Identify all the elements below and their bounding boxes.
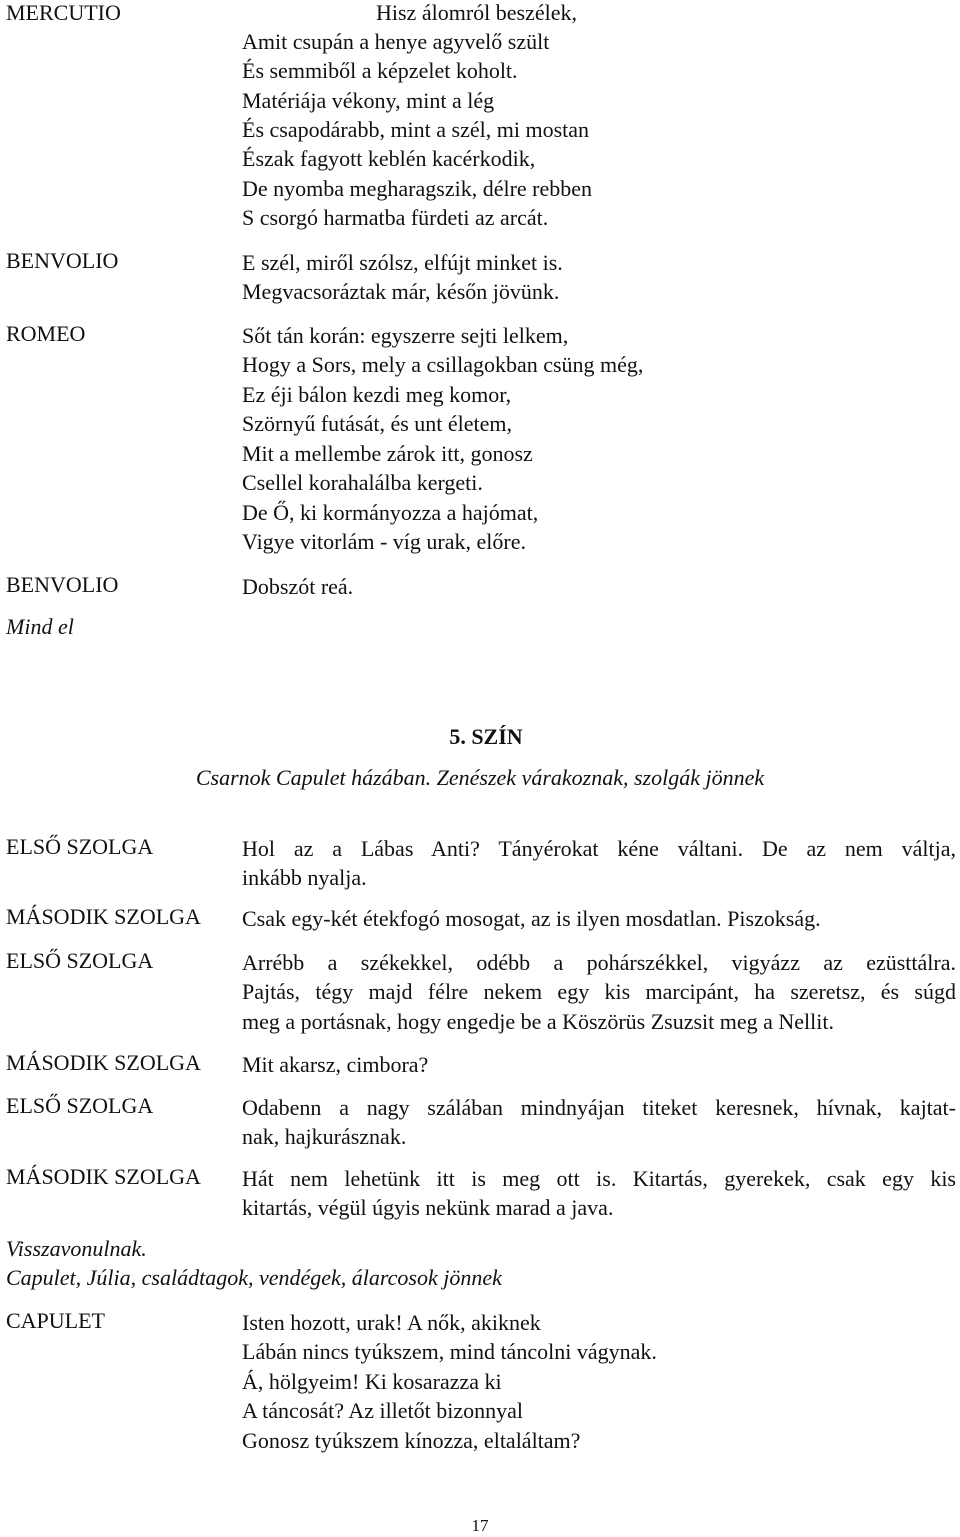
verse-line: E szél, miről szólsz, elfújt minket is.: [242, 250, 563, 275]
verse-line: Matériája vékony, mint a lég: [242, 88, 495, 113]
speaker-name: ROMEO: [6, 321, 86, 346]
verse-line: Ez éji bálon kezdi meg komor,: [242, 382, 512, 407]
verse-line: A táncosát? Az illetőt bizonnyal: [242, 1398, 524, 1423]
verse-line: És semmiből a képzelet koholt.: [242, 58, 518, 83]
speaker-name: ELSŐ SZOLGA: [6, 834, 154, 859]
verse-line: Hisz álomról beszélek,: [376, 0, 577, 25]
verse-line: Sőt tán korán: egyszerre sejti lelkem,: [242, 323, 569, 348]
prose-line: nak, hajkurásznak.: [242, 1124, 407, 1149]
verse-line: De nyomba megharagszik, délre rebben: [242, 176, 593, 201]
page-number: 17: [471, 1516, 489, 1535]
speaker-name: MERCUTIO: [6, 0, 121, 25]
scene-setting: Csarnok Capulet házában. Zenészek várakoznak, szolgák jönnek: [195, 765, 765, 790]
stage-direction: Visszavonulnak.: [6, 1236, 147, 1261]
scene-heading: 5. SZÍN: [449, 724, 523, 749]
prose-line: inkább nyalja.: [242, 865, 367, 890]
prose-line: Hát nem lehetünk itt is meg ott is. Kitartás, gyerekek, csak egy kis: [242, 1166, 956, 1191]
speaker-name: ELSŐ SZOLGA: [6, 948, 154, 973]
stage-direction: Mind el: [6, 614, 74, 639]
speaker-name: MÁSODIK SZOLGA: [6, 1050, 201, 1075]
verse-line: Á, hölgyeim! Ki kosarazza ki: [242, 1369, 502, 1394]
prose-line: Hol az a Lábas Anti? Tányérokat kéne váltani. De az nem váltja,: [242, 836, 956, 861]
prose-line: Mit akarsz, cimbora?: [242, 1052, 429, 1077]
verse-line: Gonosz tyúkszem kínozza, eltaláltam?: [242, 1428, 581, 1453]
prose-line: Pajtás, tégy majd félre nekem egy kis marcipánt, ha szeretsz, és súgd: [242, 979, 956, 1004]
verse-line: Észak fagyott keblén kacérkodik,: [242, 146, 536, 171]
verse-line: De Ő, ki kormányozza a hajómat,: [242, 500, 539, 525]
speaker-name: MÁSODIK SZOLGA: [6, 904, 201, 929]
prose-line: Arrébb a székekkel, odébb a pohárszékkel, vigyázz az ezüsttálra.: [242, 950, 956, 975]
prose-line: Csak egy-két étekfogó mosogat, az is ilyen mosdatlan. Piszokság.: [242, 906, 821, 931]
verse-line: Mit a mellembe zárok itt, gonosz: [242, 441, 533, 466]
verse-line: Amit csupán a henye agyvelő szült: [242, 29, 550, 54]
verse-line: Vigye vitorlám - víg urak, előre.: [242, 529, 526, 554]
prose-line: Odabenn a nagy szálában mindnyájan titeket keresnek, hívnak, kajtat-: [242, 1095, 956, 1120]
speaker-name: MÁSODIK SZOLGA: [6, 1164, 201, 1189]
verse-line: És csapodárabb, mint a szél, mi mostan: [242, 117, 590, 142]
verse-line: Lábán nincs tyúkszem, mind táncolni vágynak.: [242, 1339, 657, 1364]
verse-line: Hogy a Sors, mely a csillagokban csüng még,: [242, 352, 644, 377]
prose-line: meg a portásnak, hogy engedje be a Köszörüs Zsuzsit meg a Nellit.: [242, 1009, 835, 1034]
speaker-name: BENVOLIO: [6, 248, 119, 273]
verse-line: Isten hozott, urak! A nők, akiknek: [242, 1310, 541, 1335]
speaker-name: BENVOLIO: [6, 572, 119, 597]
stage-direction: Capulet, Júlia, családtagok, vendégek, álarcosok jönnek: [6, 1265, 502, 1290]
verse-line: Megvacsoráztak már, későn jövünk.: [242, 279, 560, 304]
prose-line: kitartás, végül úgyis nekünk marad a java.: [242, 1195, 614, 1220]
verse-line: Szörnyű futását, és unt életem,: [242, 411, 513, 436]
verse-line: Csellel korahalálba kergeti.: [242, 470, 483, 495]
speaker-name: ELSŐ SZOLGA: [6, 1093, 154, 1118]
speaker-name: CAPULET: [6, 1308, 105, 1333]
verse-line: Dobszót reá.: [242, 574, 354, 599]
verse-line: S csorgó harmatba fürdeti az arcát.: [242, 205, 549, 230]
